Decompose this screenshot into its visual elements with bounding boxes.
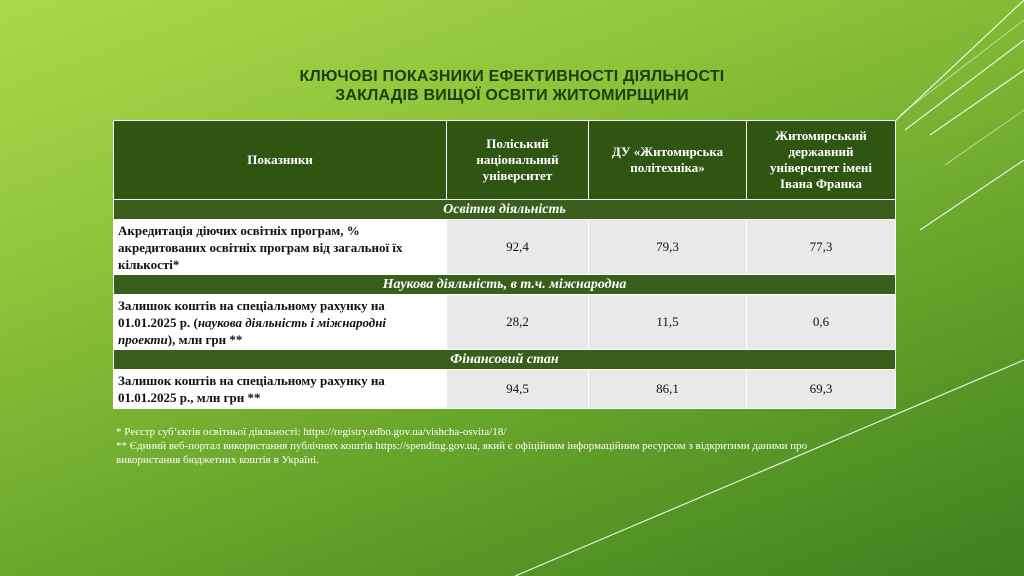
- kpi-table: [113, 120, 896, 409]
- table-header-row: [114, 121, 896, 200]
- table-row: [114, 370, 896, 409]
- cell-value: 79,3: [589, 220, 747, 275]
- cell-value: 69,3: [747, 370, 896, 409]
- footnote-spending: ** Єдиний веб-портал використання публічних коштів https://spending.gov.ua, який є офіційним інформаційним ресурсом з відкритими даними про використання бюджетних коштів в Україні.: [116, 440, 808, 466]
- cell-value: 77,3: [747, 220, 896, 275]
- footnotes: [116, 425, 836, 467]
- table-row: [114, 220, 896, 275]
- header-franko-university: Житомирський державний університет імені Івана Франка: [747, 121, 896, 200]
- footnote-registry: * Реєстр суб’єктів освітньої діяльності: https://registry.edbo.gov.ua/vishcha-osvita/18/: [116, 426, 507, 438]
- table-row: [114, 295, 896, 350]
- section-title: Наукова діяльність, в т.ч. міжнародна: [114, 275, 896, 295]
- title-line-1: КЛЮЧОВІ ПОКАЗНИКИ ЕФЕКТИВНОСТІ ДІЯЛЬНОСТІ: [299, 68, 725, 85]
- cell-value: 0,6: [747, 295, 896, 350]
- cell-value: 86,1: [589, 370, 747, 409]
- section-title: Освітня діяльність: [114, 200, 896, 220]
- row-label-part: Залишок коштів на спеціальному рахунку на 01.01.2025 р. (: [118, 297, 385, 330]
- cell-value: 92,4: [447, 220, 589, 275]
- cell-value: 11,5: [589, 295, 747, 350]
- row-label: [114, 295, 447, 350]
- header-zhytomyr-polytechnic: ДУ «Житомирська політехніка»: [589, 121, 747, 200]
- header-indicators: Показники: [114, 121, 447, 200]
- row-label-part: ), млн грн **: [167, 331, 243, 347]
- section-row-science: [114, 275, 896, 295]
- row-label: Акредитація діючих освітніх програм, % акредитованих освітніх програм від загальної їх кількості*: [114, 220, 447, 275]
- slide-title: [0, 67, 1024, 105]
- cell-value: 28,2: [447, 295, 589, 350]
- row-label-italic-part: наукова діяльність і міжнародні проекти: [118, 314, 387, 347]
- section-row-finance: [114, 350, 896, 370]
- cell-value: 94,5: [447, 370, 589, 409]
- section-row-education: [114, 200, 896, 220]
- header-polissia-university: Поліський національний університет: [447, 121, 589, 200]
- row-label: Залишок коштів на спеціальному рахунку на 01.01.2025 р., млн грн **: [114, 370, 447, 409]
- title-line-2: ЗАКЛАДІВ ВИЩОЇ ОСВІТИ ЖИТОМИРЩИНИ: [335, 87, 689, 104]
- section-title: Фінансовий стан: [114, 350, 896, 370]
